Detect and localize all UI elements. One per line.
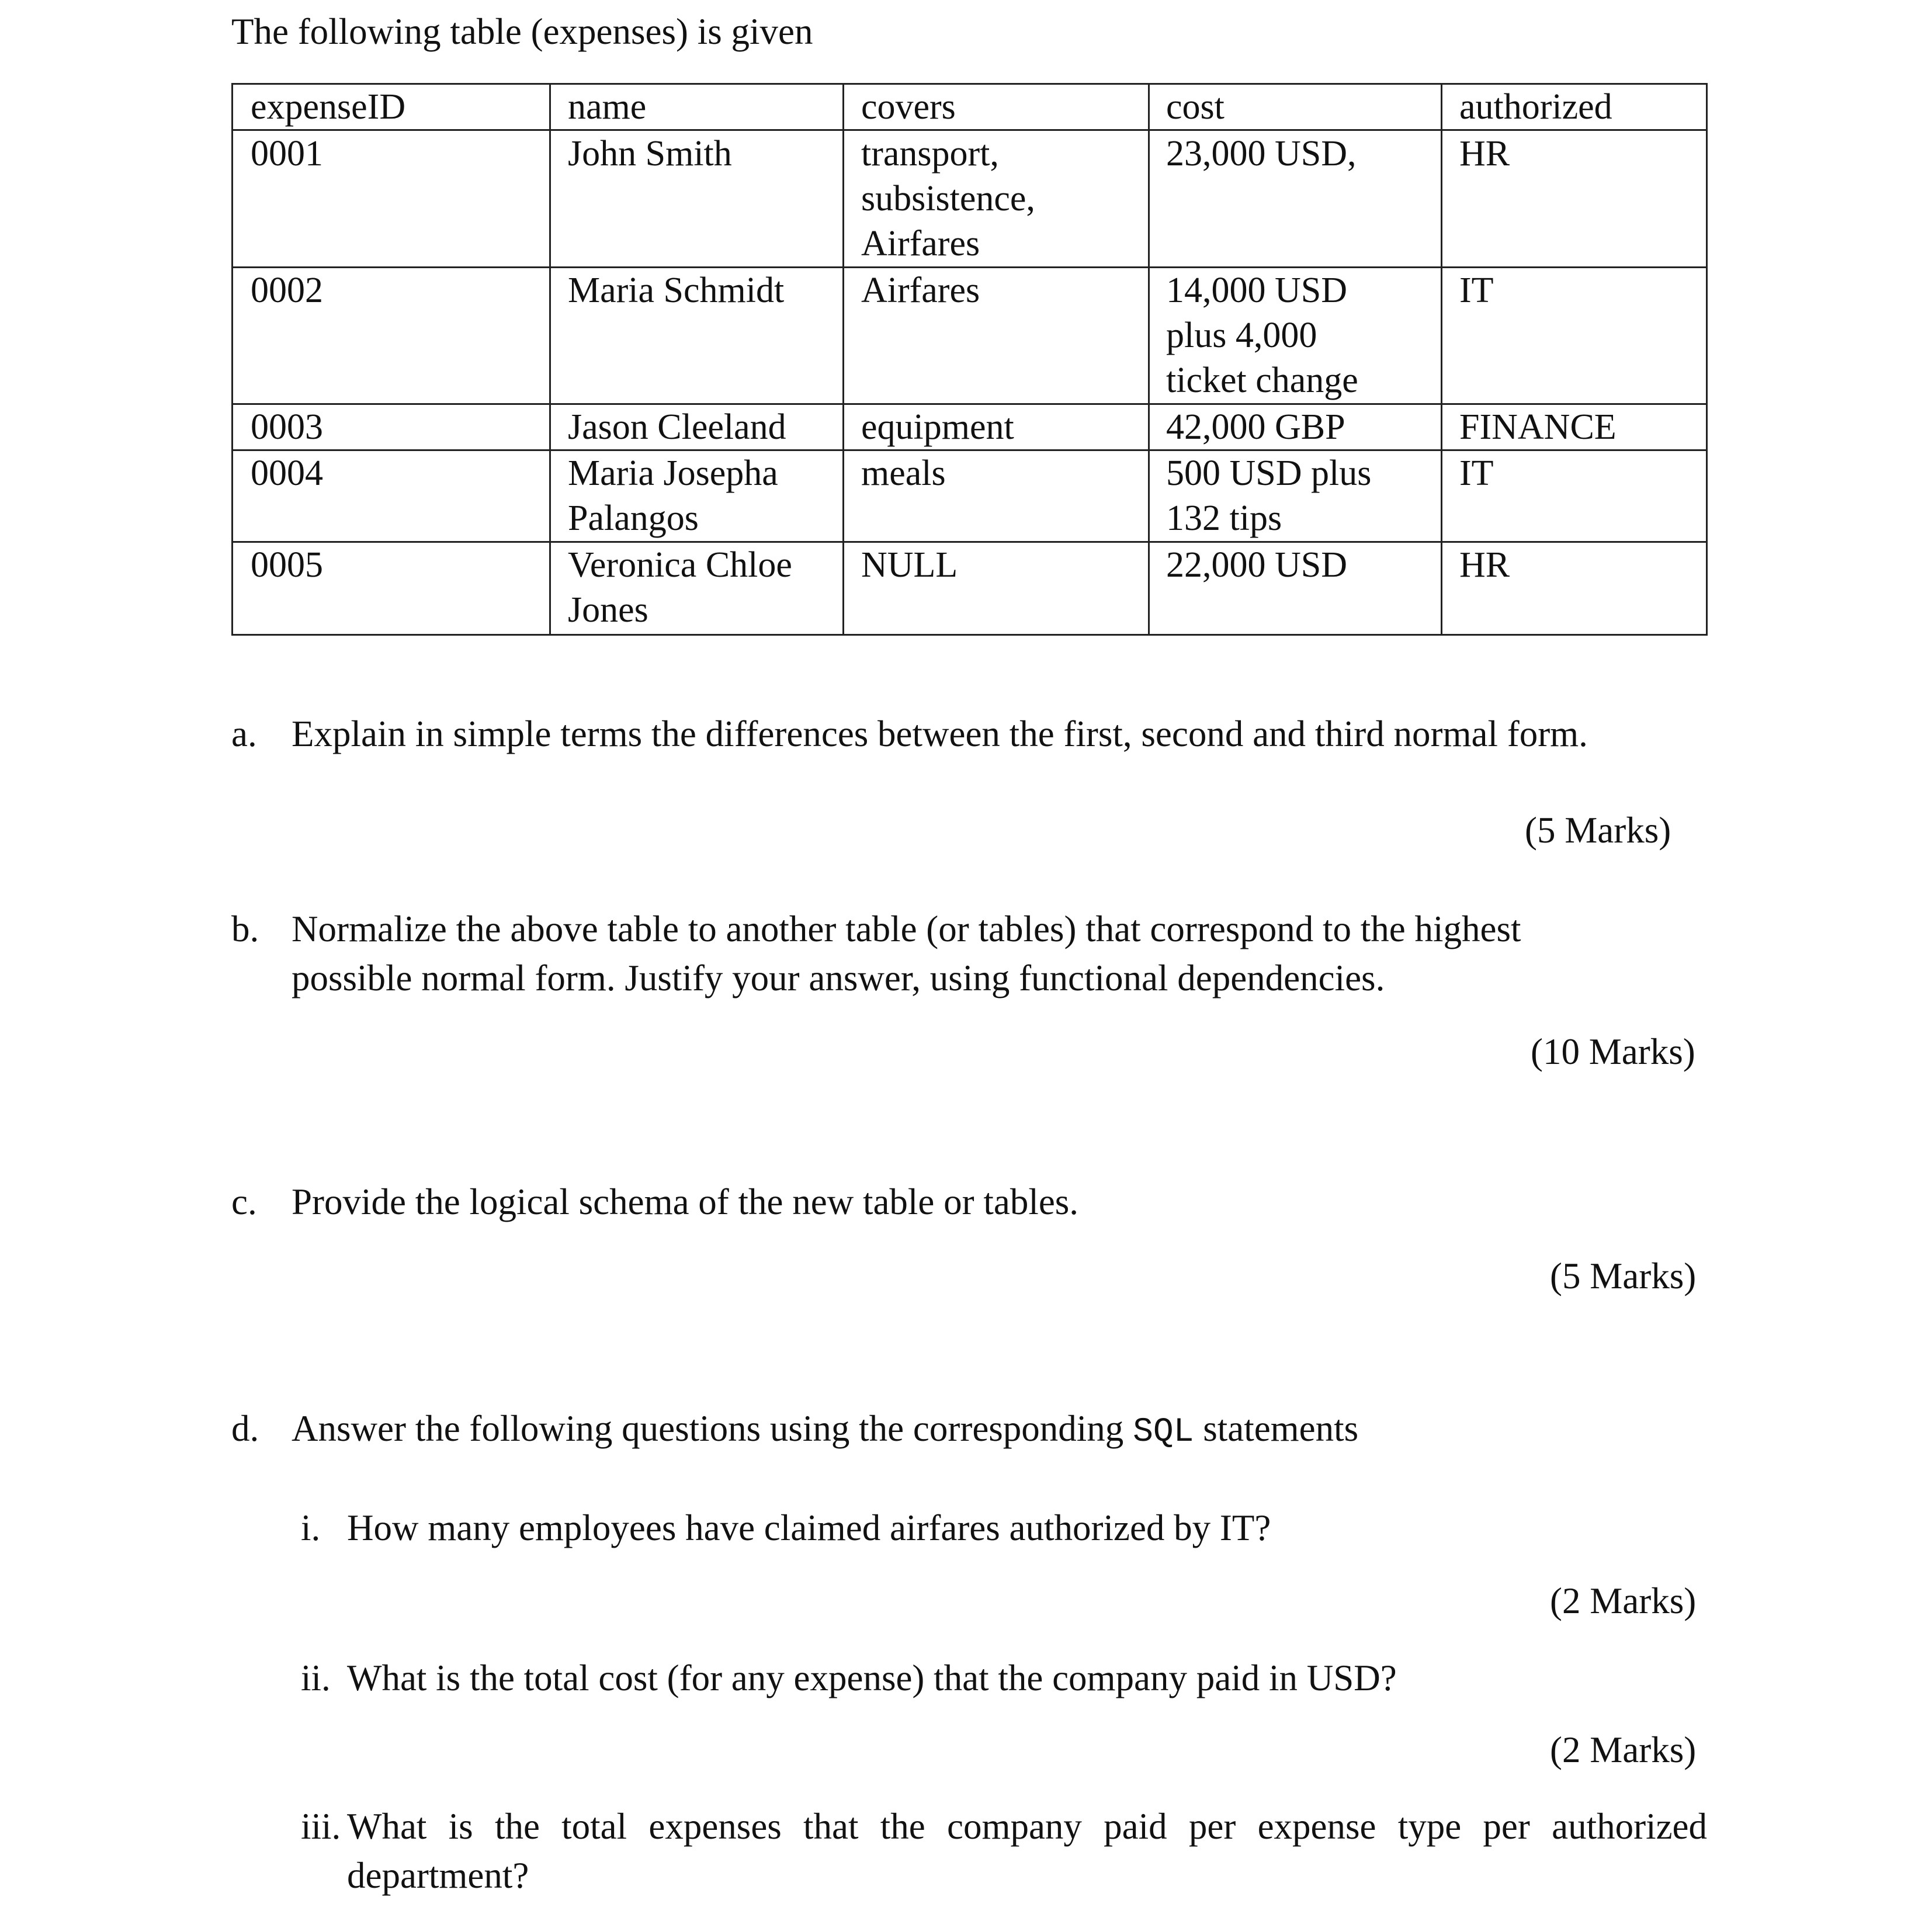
cell-authorized: FINANCE [1459,407,1617,447]
question-text-before: Answer the following questions using the corresponding [292,1408,1133,1449]
sub-question-label: iii. [301,1806,341,1847]
cell-authorized: IT [1459,271,1494,310]
sub-question-iii [0,1802,1932,1907]
intro-text: The following table (expenses) is given [231,11,813,52]
marks-label: (5 Marks) [1550,1256,1697,1296]
marks-label: (2 Marks) [1550,1580,1697,1621]
header-authorized: authorized [1459,87,1612,127]
cell-expense-id: 0004 [251,453,323,493]
question-c [0,1177,1932,1230]
question-label: b. [231,909,259,949]
question-text [292,1404,1358,1457]
cell-covers: Airfares [861,271,980,310]
table-column-divider [1441,85,1442,634]
cell-cost: 22,000 USD [1166,545,1348,585]
cell-authorized: HR [1459,134,1510,174]
sql-code: SQL [1133,1413,1194,1451]
cell-name: Maria Josepha Palangos [568,453,778,538]
sub-question-label: i. [301,1507,321,1548]
cell-expense-id: 0005 [251,545,323,585]
question-text-after: statements [1194,1408,1359,1449]
question-text: Normalize the above table to another table (or tables) that correspond to the highest possible normal form. Justify your answer, using functional dependencies. [292,909,1521,998]
cell-cost: 14,000 USD plus 4,000 ticket change [1166,271,1358,400]
question-a [0,709,1932,762]
cell-cost: 500 USD plus 132 tips [1166,453,1372,538]
expenses-table [231,83,1708,636]
cell-covers: meals [861,453,946,493]
sub-question-text: What is the total expenses that the company paid per expense type per authorized department? [347,1806,1707,1896]
marks-label: (2 Marks) [1550,1729,1697,1770]
cell-expense-id: 0003 [251,407,323,447]
sub-question-text: How many employees have claimed airfares authorized by IT? [347,1507,1271,1548]
header-expense-id: expenseID [251,87,406,127]
marks-label: (5 Marks) [1525,810,1671,851]
cell-authorized: IT [1459,453,1494,493]
question-label: d. [231,1408,259,1449]
cell-name: Maria Schmidt [568,271,785,310]
sub-question-ii [0,1653,1932,1706]
cell-authorized: HR [1459,545,1510,585]
cell-expense-id: 0002 [251,271,323,310]
cell-name: Veronica Chloe Jones [568,545,792,630]
question-b [0,904,1932,1010]
question-text: Provide the logical schema of the new table or tables. [292,1181,1079,1222]
marks-label: (10 Marks) [1531,1031,1695,1072]
cell-expense-id: 0001 [251,134,323,174]
sub-question-i [0,1503,1932,1556]
cell-name: John Smith [568,134,732,174]
question-d [0,1404,1932,1457]
cell-name: Jason Cleeland [568,407,786,447]
table-column-divider [842,85,844,634]
cell-covers: equipment [861,407,1014,447]
sub-question-label: ii. [301,1658,331,1698]
header-name: name [568,87,647,127]
table-column-divider [549,85,551,634]
header-covers: covers [861,87,956,127]
header-cost: cost [1166,87,1225,127]
cell-cost: 42,000 GBP [1166,407,1345,447]
cell-cost: 23,000 USD, [1166,134,1357,174]
question-label: c. [231,1181,257,1222]
sub-question-text: What is the total cost (for any expense) that the company paid in USD? [347,1658,1397,1698]
question-text: Explain in simple terms the differences between the first, second and third normal form. [292,713,1588,754]
cell-covers: NULL [861,545,958,585]
cell-covers: transport, subsistence, Airfares [861,134,1035,263]
table-column-divider [1148,85,1150,634]
question-label: a. [231,713,257,754]
